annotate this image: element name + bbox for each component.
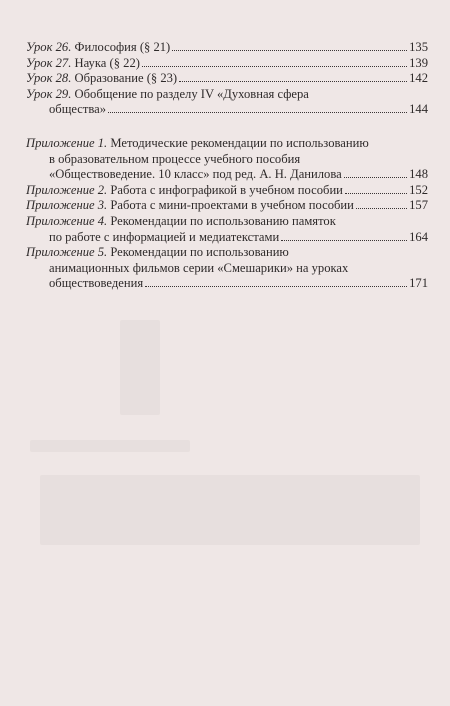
entry-title: Методические рекомендации по использованию bbox=[110, 136, 369, 150]
dot-leader bbox=[145, 286, 407, 287]
entry-page-number: 164 bbox=[409, 229, 428, 244]
entry-label: Приложение 1. bbox=[26, 136, 108, 150]
entry-title: Рекомендации по использованию bbox=[110, 245, 289, 260]
toc-entry-appendix-5[interactable] bbox=[26, 245, 428, 292]
toc-entry-lesson-26[interactable] bbox=[26, 40, 428, 56]
entry-title: Рекомендации по использованию памяток bbox=[110, 213, 336, 228]
dot-leader bbox=[281, 240, 407, 241]
entry-title-continuation: анимационных фильмов серии «Смешарики» на уроках bbox=[49, 260, 349, 275]
entry-title: Образование (§ 23) bbox=[74, 71, 178, 86]
toc-entry-lesson-28[interactable] bbox=[26, 71, 428, 87]
toc-lessons-section bbox=[26, 40, 428, 118]
dot-leader bbox=[344, 177, 407, 178]
entry-title-continuation: «Обществоведение. 10 класс» под ред. А. Н. Данилова bbox=[49, 167, 342, 182]
entry-page-number: 144 bbox=[409, 102, 428, 117]
dot-leader bbox=[179, 81, 407, 82]
toc-appendices-section bbox=[26, 136, 428, 292]
entry-title: Обобщение по разделу IV «Духовная сфера bbox=[74, 86, 309, 101]
entry-title-continuation: обществоведения bbox=[49, 276, 144, 291]
entry-title-continuation: по работе с информацией и медиатекстами bbox=[49, 229, 280, 244]
entry-label: Приложение 3. bbox=[26, 198, 108, 213]
entry-label: Урок 28. bbox=[26, 71, 72, 86]
entry-page-number: 152 bbox=[409, 182, 428, 197]
dot-leader bbox=[356, 208, 407, 209]
toc-entry-appendix-1[interactable] bbox=[26, 136, 428, 183]
entry-page-number: 135 bbox=[409, 40, 428, 54]
entry-page-number: 148 bbox=[409, 167, 428, 182]
entry-label: Приложение 2. bbox=[26, 182, 108, 197]
entry-page-number: 142 bbox=[409, 71, 428, 86]
show-through-block bbox=[120, 320, 160, 415]
entry-label: Урок 29. bbox=[26, 86, 72, 101]
show-through-block bbox=[40, 475, 420, 545]
toc-entry-appendix-3[interactable] bbox=[26, 198, 428, 214]
toc-entry-lesson-29[interactable] bbox=[26, 87, 428, 118]
entry-label: Урок 26. bbox=[26, 40, 72, 54]
entry-title: Работа с мини-проектами в учебном пособии bbox=[110, 198, 354, 213]
entry-title-continuation: в образовательном процессе учебного пособия bbox=[49, 151, 301, 166]
entry-title: Философия (§ 21) bbox=[74, 40, 171, 54]
entry-title: Наука (§ 22) bbox=[74, 55, 140, 70]
dot-leader bbox=[108, 112, 407, 113]
show-through-block bbox=[30, 440, 190, 452]
entry-title: Работа с инфографикой в учебном пособии bbox=[110, 182, 343, 197]
entry-label: Приложение 5. bbox=[26, 245, 108, 260]
toc-entry-appendix-4[interactable] bbox=[26, 214, 428, 245]
entry-page-number: 157 bbox=[409, 198, 428, 213]
dot-leader bbox=[142, 66, 407, 67]
entry-page-number: 171 bbox=[409, 276, 428, 291]
entry-label: Урок 27. bbox=[26, 55, 72, 70]
entry-page-number: 139 bbox=[409, 55, 428, 70]
entry-label: Приложение 4. bbox=[26, 213, 108, 228]
dot-leader bbox=[345, 193, 407, 194]
toc-entry-lesson-27[interactable] bbox=[26, 56, 428, 72]
dot-leader bbox=[172, 50, 407, 51]
entry-title-continuation: общества» bbox=[49, 102, 107, 117]
toc-entry-appendix-2[interactable] bbox=[26, 183, 428, 199]
